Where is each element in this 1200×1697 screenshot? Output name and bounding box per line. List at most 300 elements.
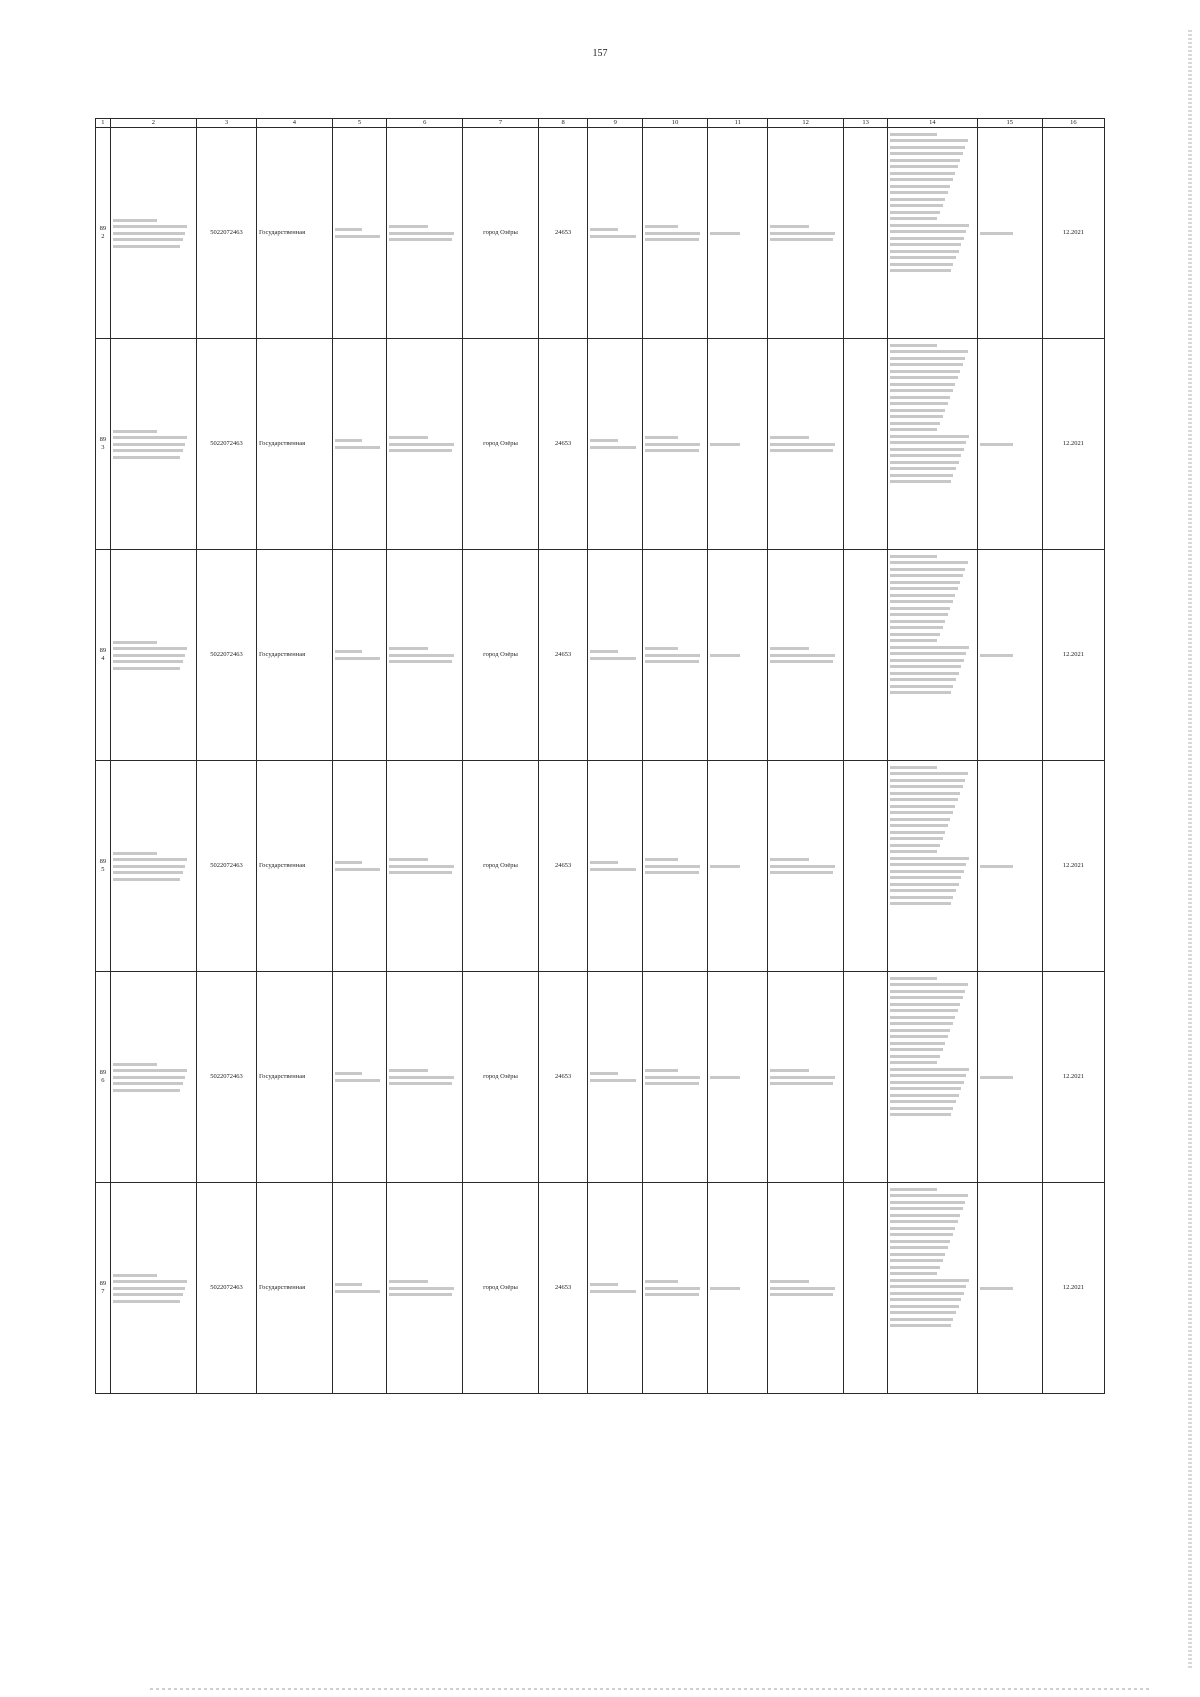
unreadable-text-line [890,383,955,386]
facility-cell [588,761,643,972]
unreadable-text-line [645,436,678,439]
column-number-cell: 14 [888,119,977,128]
ogrn-cell: 5022072463 [196,550,256,761]
unreadable-text-line [890,1233,952,1236]
unreadable-text-line [770,865,835,868]
unreadable-text-line [113,238,183,241]
unreadable-text-line [890,983,968,986]
code-cell: 24653 [538,972,587,1183]
unreadable-text-line [890,357,965,360]
equipment-cell [768,550,844,761]
unreadable-text-line [389,1287,454,1290]
unreadable-text-line [890,1074,966,1077]
building-cell [332,972,387,1183]
unreadable-text-line [890,1107,953,1110]
unreadable-text-line [890,1201,965,1204]
organization-cell [110,761,196,972]
unreadable-text-line [113,219,158,222]
address-cell [387,972,463,1183]
legal-basis-cell [888,1183,977,1394]
unreadable-text-line [890,792,960,795]
unreadable-text-line [980,1076,1013,1079]
unreadable-text-line [113,865,185,868]
unreadable-text-line [645,654,700,657]
unreadable-text-line [890,996,963,999]
unreadable-text-line [890,824,947,827]
unreadable-text-line [890,1100,956,1103]
equipment-cell [768,761,844,972]
unreadable-text-line [890,857,969,860]
unreadable-text-line [890,831,945,834]
unreadable-text-line [113,647,188,650]
unreadable-text-line [770,1280,809,1283]
unreadable-text-line [890,428,937,431]
unreadable-text-line [890,396,950,399]
unreadable-text-line [645,865,700,868]
unreadable-text-line [890,1279,969,1282]
unreadable-text-line [890,172,955,175]
unreadable-text-line [770,1076,835,1079]
unreadable-text-line [770,1287,835,1290]
date-cell: 12.2021 [1042,128,1104,339]
building-cell [332,339,387,550]
legal-basis-cell [888,550,977,761]
unreadable-text-line [890,896,953,899]
department-cell [643,128,708,339]
ogrn-cell: 5022072463 [196,1183,256,1394]
unreadable-text-line [890,191,947,194]
unreadable-text-line [113,1089,180,1092]
unreadable-text-line [890,613,947,616]
department-cell [643,761,708,972]
unreadable-text-line [770,647,809,650]
table-row [96,339,1105,550]
unreadable-text-line [890,568,965,571]
column-number-cell: 2 [110,119,196,128]
unreadable-text-line [890,574,963,577]
unreadable-text-line [890,1272,937,1275]
unreadable-text-line [890,772,968,775]
ogrn-cell: 5022072463 [196,972,256,1183]
unreadable-text-line [770,858,809,861]
quantity-cell [977,339,1042,550]
unreadable-text-line [890,350,968,353]
empty-cell [843,1183,887,1394]
settlement-cell: город Озёры [463,972,539,1183]
unreadable-text-line [335,446,381,449]
unreadable-text-line [890,850,937,853]
settlement-cell: город Озёры [463,761,539,972]
unreadable-text-line [890,1042,945,1045]
organization-cell [110,1183,196,1394]
row-number-cell: 894 [96,550,111,761]
unreadable-text-line [335,235,381,238]
table-row [96,761,1105,972]
unreadable-text-line [890,1292,963,1295]
unreadable-text-line [710,654,740,657]
code-cell: 24653 [538,761,587,972]
unreadable-text-line [890,837,942,840]
unreadable-text-line [890,389,952,392]
column-number-cell: 10 [643,119,708,128]
unreadable-text-line [389,1280,428,1283]
unreadable-text-line [590,657,636,660]
unreadable-text-line [890,409,945,412]
unreadable-text-line [890,1048,942,1051]
unreadable-text-line [770,654,835,657]
row-number-cell: 895 [96,761,111,972]
unreadable-text-line [113,667,180,670]
unreadable-text-line [113,449,183,452]
unreadable-text-line [335,1283,362,1286]
address-cell [387,550,463,761]
unreadable-text-line [890,230,966,233]
column-number-cell: 6 [387,119,463,128]
unreadable-text-line [113,430,158,433]
unreadable-text-line [645,232,700,235]
column-number-cell: 1 [96,119,111,128]
unreadable-text-line [890,1207,963,1210]
unreadable-text-line [980,1287,1013,1290]
unreadable-text-line [890,620,945,623]
address-cell [387,339,463,550]
unreadable-text-line [890,1003,960,1006]
unreadable-text-line [890,1009,958,1012]
facility-cell [588,972,643,1183]
unreadable-text-line [389,1069,428,1072]
care-condition-cell [708,761,768,972]
unreadable-text-line [770,1082,833,1085]
unreadable-text-line [980,654,1013,657]
unreadable-text-line [389,225,428,228]
care-condition-cell [708,972,768,1183]
unreadable-text-line [890,139,968,142]
unreadable-text-line [335,657,381,660]
unreadable-text-line [890,152,963,155]
unreadable-text-line [890,633,940,636]
settlement-cell: город Озёры [463,339,539,550]
unreadable-text-line [890,415,942,418]
column-number-cell: 5 [332,119,387,128]
building-cell [332,1183,387,1394]
unreadable-text-line [890,185,950,188]
unreadable-text-line [890,1081,963,1084]
unreadable-text-line [890,133,936,136]
ogrn-cell: 5022072463 [196,761,256,972]
unreadable-text-line [890,977,936,980]
building-cell [332,128,387,339]
table-row [96,972,1105,1183]
unreadable-text-line [890,990,965,993]
unreadable-text-line [389,647,428,650]
unreadable-text-line [980,232,1013,235]
unreadable-text-line [113,1076,185,1079]
unreadable-text-line [389,858,428,861]
care-condition-cell [708,550,768,761]
legal-basis-cell [888,972,977,1183]
legal-basis-cell [888,339,977,550]
code-cell: 24653 [538,1183,587,1394]
unreadable-text-line [890,883,958,886]
unreadable-text-line [890,1240,950,1243]
unreadable-text-line [590,439,617,442]
column-number-cell: 3 [196,119,256,128]
row-number-cell: 892 [96,128,111,339]
unreadable-text-line [645,225,678,228]
unreadable-text-line [710,1287,740,1290]
unreadable-text-line [770,660,833,663]
building-cell [332,761,387,972]
equipment-cell [768,1183,844,1394]
department-cell [643,339,708,550]
unreadable-text-line [389,238,452,241]
unreadable-text-line [113,641,158,644]
unreadable-text-line [113,443,185,446]
unreadable-text-line [890,659,963,662]
unreadable-text-line [890,587,958,590]
unreadable-text-line [890,902,951,905]
unreadable-text-line [645,449,699,452]
unreadable-text-line [389,1082,452,1085]
settlement-cell: город Озёры [463,128,539,339]
unreadable-text-line [890,766,936,769]
page-number: 157 [592,48,608,59]
care-condition-cell [708,1183,768,1394]
unreadable-text-line [890,165,958,168]
unreadable-text-line [890,1259,942,1262]
unreadable-text-line [645,858,678,861]
unreadable-text-line [890,1188,936,1191]
unreadable-text-line [890,237,963,240]
unreadable-text-line [113,1287,185,1290]
unreadable-text-line [980,443,1013,446]
unreadable-text-line [113,660,183,663]
unreadable-text-line [890,1311,956,1314]
unreadable-text-line [113,1069,188,1072]
unreadable-text-line [890,1253,945,1256]
date-cell: 12.2021 [1042,972,1104,1183]
unreadable-text-line [890,250,958,253]
unreadable-text-line [389,443,454,446]
unreadable-text-line [890,1305,958,1308]
unreadable-text-line [645,871,699,874]
unreadable-text-line [590,650,617,653]
organization-cell [110,128,196,339]
unreadable-text-line [890,1227,955,1230]
quantity-cell [977,550,1042,761]
column-number-cell: 9 [588,119,643,128]
column-number-row [96,119,1105,128]
unreadable-text-line [890,691,951,694]
date-cell: 12.2021 [1042,339,1104,550]
empty-cell [843,761,887,972]
ownership-form-cell: Государственная [256,972,332,1183]
unreadable-text-line [113,654,185,657]
unreadable-text-line [389,436,428,439]
unreadable-text-line [770,1069,809,1072]
unreadable-text-line [980,865,1013,868]
unreadable-text-line [890,561,968,564]
care-condition-cell [708,339,768,550]
ownership-form-cell: Государственная [256,761,332,972]
unreadable-text-line [335,1079,381,1082]
unreadable-text-line [590,235,636,238]
unreadable-text-line [890,1055,940,1058]
unreadable-text-line [890,370,960,373]
unreadable-text-line [335,439,362,442]
department-cell [643,1183,708,1394]
table-row [96,1183,1105,1394]
column-number-cell: 13 [843,119,887,128]
unreadable-text-line [335,1290,381,1293]
equipment-cell [768,128,844,339]
date-cell: 12.2021 [1042,1183,1104,1394]
unreadable-text-line [710,232,740,235]
unreadable-text-line [590,1290,636,1293]
legal-basis-cell [888,128,977,339]
row-number-cell: 897 [96,1183,111,1394]
unreadable-text-line [890,441,966,444]
date-cell: 12.2021 [1042,550,1104,761]
unreadable-text-line [389,660,452,663]
empty-cell [843,339,887,550]
unreadable-text-line [890,1246,947,1249]
quantity-cell [977,972,1042,1183]
column-number-cell: 7 [463,119,539,128]
unreadable-text-line [890,798,958,801]
unreadable-text-line [710,1076,740,1079]
unreadable-text-line [645,1082,699,1085]
unreadable-text-line [890,626,942,629]
unreadable-text-line [890,376,958,379]
code-cell: 24653 [538,339,587,550]
unreadable-text-line [890,607,950,610]
facility-cell [588,128,643,339]
unreadable-text-line [890,811,952,814]
unreadable-text-line [890,146,965,149]
unreadable-text-line [890,224,969,227]
unreadable-text-line [770,871,833,874]
table-row [96,550,1105,761]
unreadable-text-line [890,685,953,688]
unreadable-text-line [590,1283,617,1286]
ownership-form-cell: Государственная [256,550,332,761]
organization-cell [110,550,196,761]
table-body [96,128,1105,1394]
department-cell [643,550,708,761]
unreadable-text-line [890,1266,940,1269]
column-number-cell: 15 [977,119,1042,128]
empty-cell [843,128,887,339]
quantity-cell [977,761,1042,972]
quantity-cell [977,1183,1042,1394]
unreadable-text-line [389,871,452,874]
unreadable-text-line [890,779,965,782]
unreadable-text-line [335,650,362,653]
unreadable-text-line [890,1285,966,1288]
unreadable-text-line [113,1063,158,1066]
unreadable-text-line [890,1220,958,1223]
equipment-cell [768,972,844,1183]
ogrn-cell: 5022072463 [196,128,256,339]
facility-cell [588,1183,643,1394]
quantity-cell [977,128,1042,339]
unreadable-text-line [645,647,678,650]
unreadable-text-line [890,646,969,649]
unreadable-text-line [890,652,966,655]
unreadable-text-line [890,435,969,438]
unreadable-text-line [890,818,950,821]
unreadable-text-line [590,868,636,871]
unreadable-text-line [389,1293,452,1296]
unreadable-text-line [890,198,945,201]
equipment-cell [768,339,844,550]
unreadable-text-line [113,456,180,459]
unreadable-text-line [590,1079,636,1082]
unreadable-text-line [890,344,936,347]
unreadable-text-line [335,868,381,871]
unreadable-text-line [389,654,454,657]
column-number-cell: 16 [1042,119,1104,128]
ownership-form-cell: Государственная [256,128,332,339]
address-cell [387,761,463,972]
unreadable-text-line [113,232,185,235]
row-number-cell: 893 [96,339,111,550]
unreadable-text-line [890,1068,969,1071]
unreadable-text-line [890,1194,968,1197]
unreadable-text-line [890,1035,947,1038]
organization-cell [110,339,196,550]
department-cell [643,972,708,1183]
table-row [96,128,1105,339]
unreadable-text-line [645,660,699,663]
code-cell: 24653 [538,128,587,339]
unreadable-text-line [645,1280,678,1283]
unreadable-text-line [890,1324,951,1327]
unreadable-text-line [890,785,963,788]
unreadable-text-line [890,474,953,477]
unreadable-text-line [890,256,956,259]
unreadable-text-line [590,228,617,231]
unreadable-text-line [890,889,956,892]
scan-bottom-artifact [150,1688,1150,1690]
unreadable-text-line [113,878,180,881]
unreadable-text-line [890,217,937,220]
ogrn-cell: 5022072463 [196,339,256,550]
unreadable-text-line [890,1318,953,1321]
unreadable-text-line [389,232,454,235]
unreadable-text-line [890,581,960,584]
unreadable-text-line [113,852,158,855]
care-condition-cell [708,128,768,339]
column-number-cell: 12 [768,119,844,128]
empty-cell [843,972,887,1183]
legal-basis-cell [888,761,977,972]
unreadable-text-line [113,871,183,874]
unreadable-text-line [890,863,966,866]
unreadable-text-line [645,1076,700,1079]
unreadable-text-line [890,269,951,272]
unreadable-text-line [113,225,188,228]
unreadable-text-line [389,1076,454,1079]
unreadable-text-line [770,232,835,235]
unreadable-text-line [890,870,963,873]
unreadable-text-line [890,1214,960,1217]
unreadable-text-line [113,1082,183,1085]
column-number-cell: 4 [256,119,332,128]
settlement-cell: город Озёры [463,1183,539,1394]
unreadable-text-line [890,1022,952,1025]
